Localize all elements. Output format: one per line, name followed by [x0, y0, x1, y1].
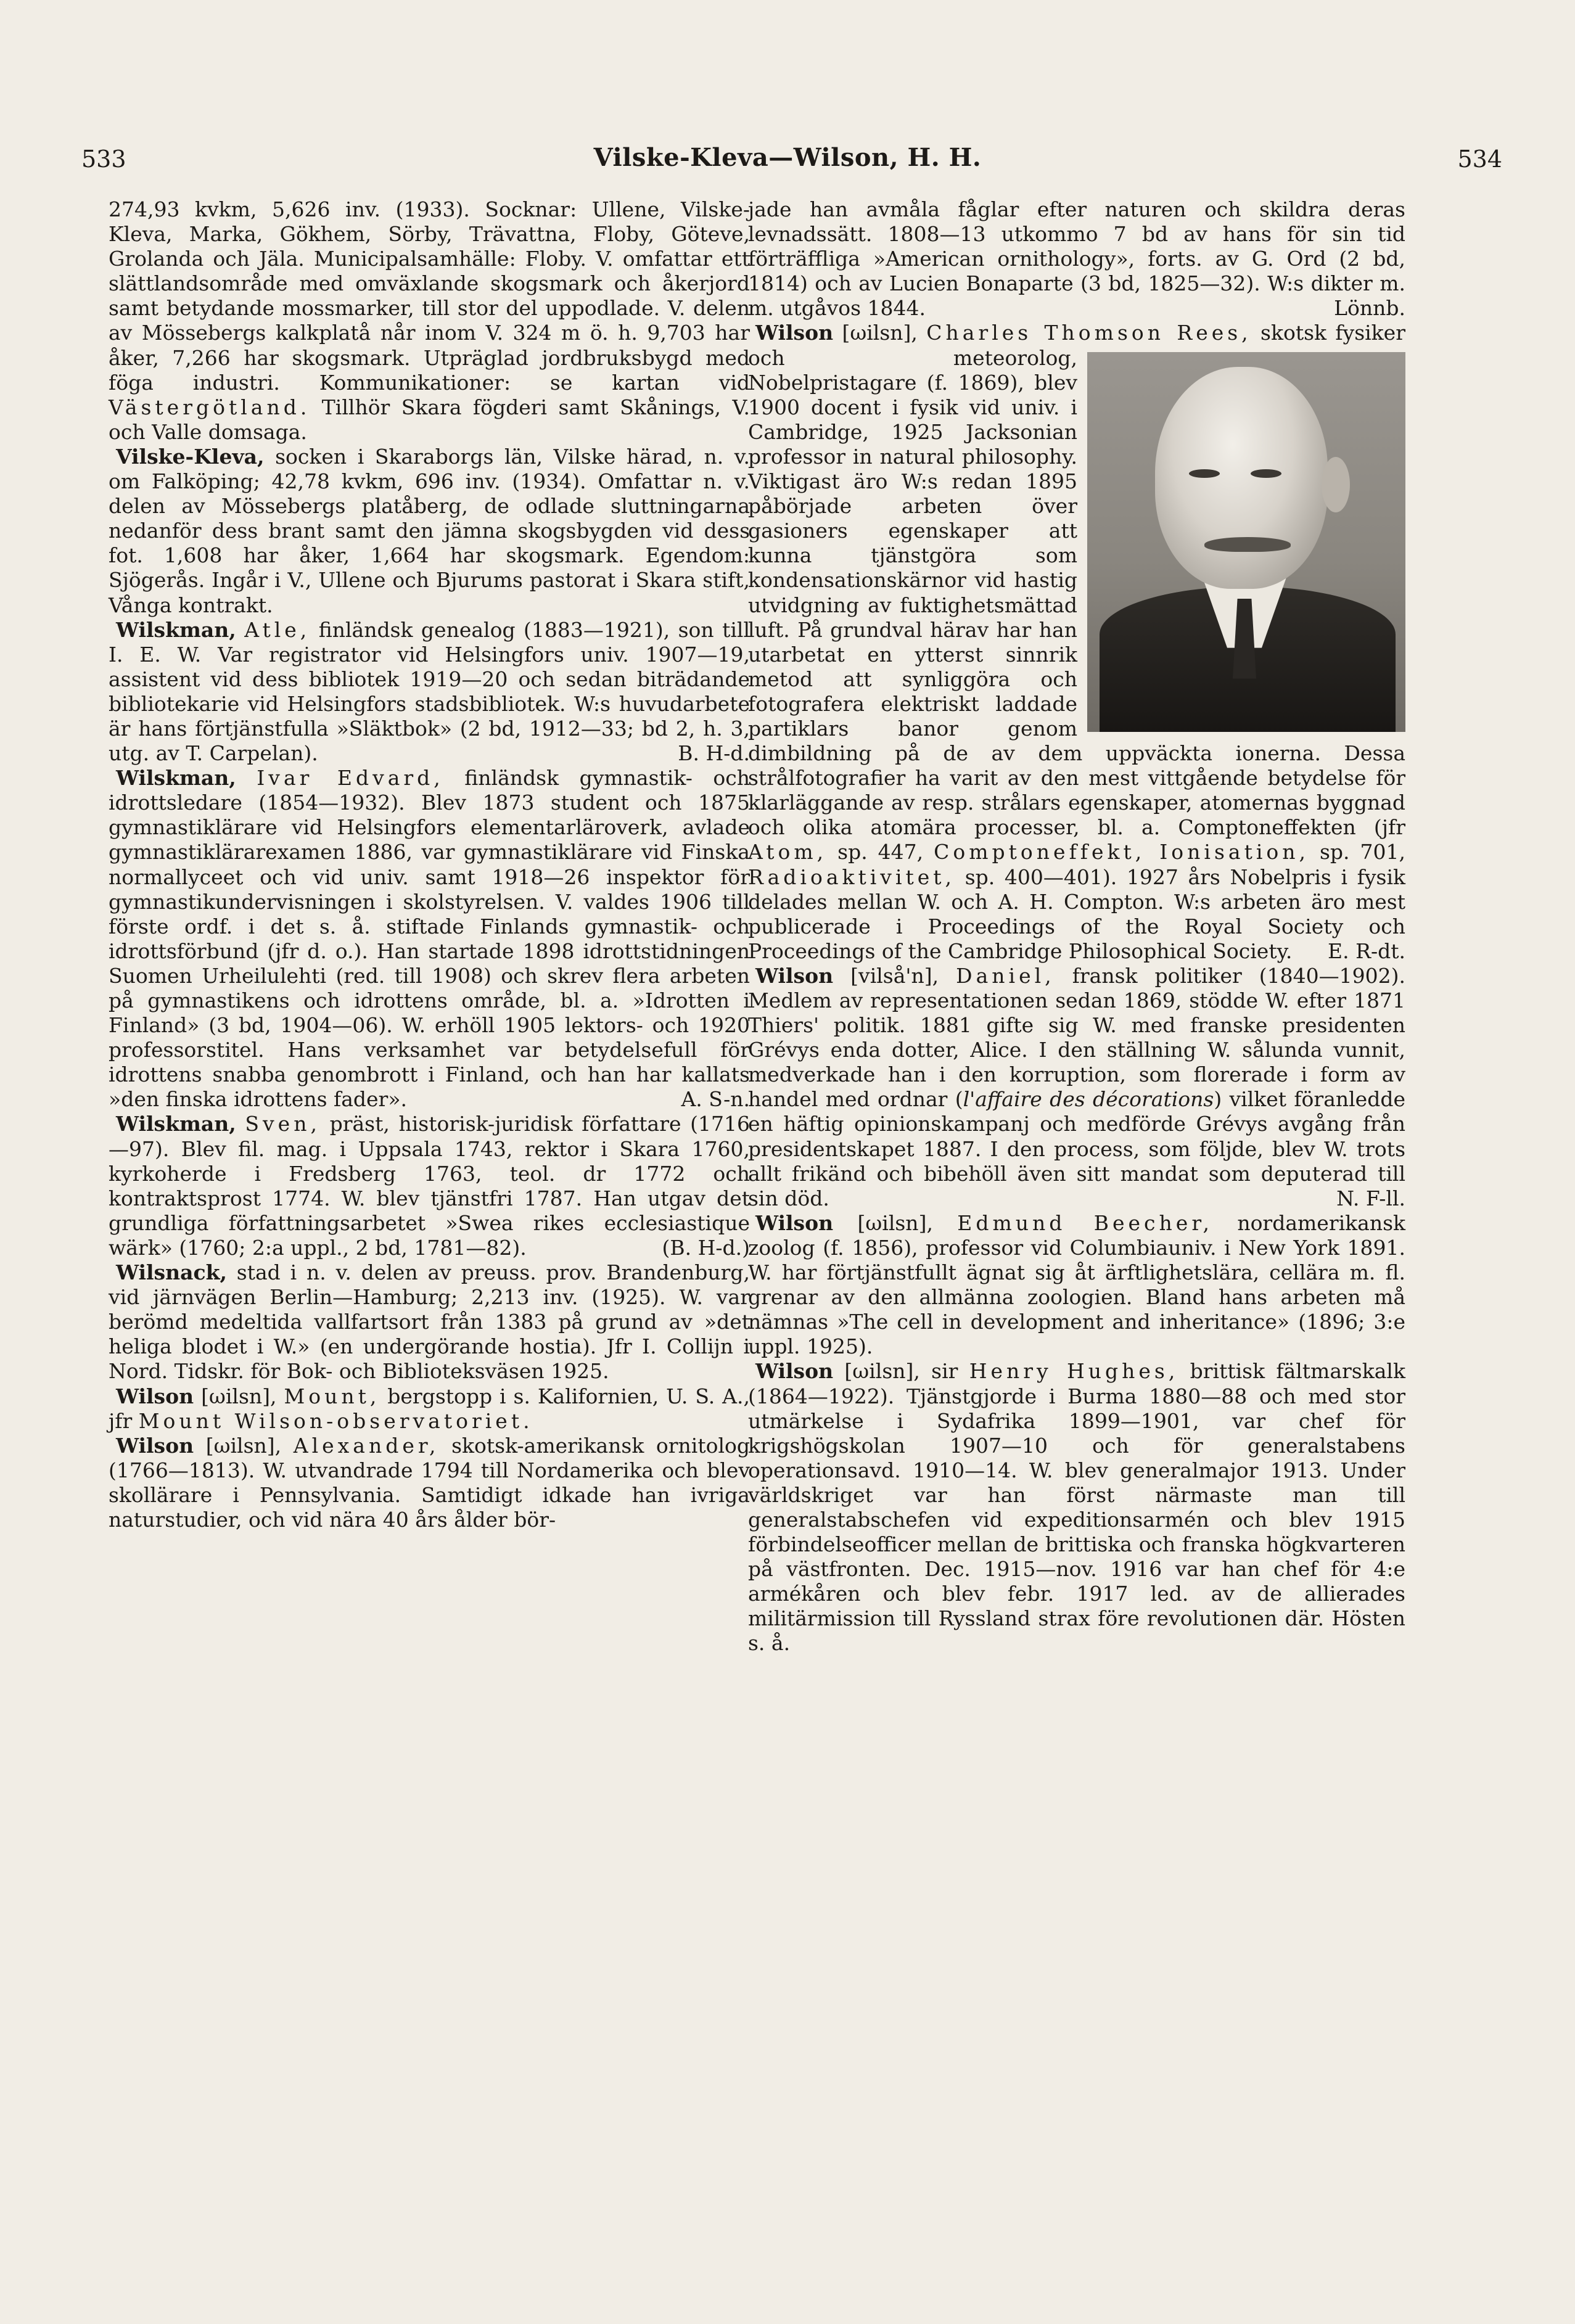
entry-wilson-charles: Wilson [ωilsn], Charles Thomson Rees, skotsk fysiker och meteorolog, Nobelpristagare (f. 1869), blev 1900 docent i fysik vid univ. i Cambridge, 1925 Jacksonian professor in natural philosophy. Viktigast äro W:s redan 1895 påbörjade arbeten över gasioners egenskaper att kunna tjänstgöra som kondensationskärnor vid hastig utvidgning av fuktighetsmättad luft. På grundval härav har han utarbetat en ytterst sinnrik metod att synliggöra och fotografera elektriskt laddade partiklars banor genom dimbildning på de av dem uppväckta ionerna. Dessa strålfotografier ha varit av den mest vittgående betydelse för klarläggande av resp. strålars egenskaper, atomernas byggnad och olika atomära processer, bl. a. Comptoneffekten (jfr Atom, sp. 447, Comptoneffekt, Ionisation, sp. 701, Radioaktivitet, sp. 400—401). 1927 års Nobelpris i fysik delades mellan W. och A. H. Compton. W:s arbeten äro mest publicerade i Proceedings of the Royal Society och Proceedings of the Cambridge Philosophical Society. E. R-dt.	[748, 321, 1405, 963]
entry-wilskman-ivar: Wilskman, Ivar Edvard, finländsk gymnastik- och idrottsledare (1854—1932). Blev 1873 student och 1875 gymnastiklärare vid Helsingfors elementarläroverk, avlade gymnastiklärarexamen 1886, var gymnastiklärare vid Finska normallyceet och vid univ. samt 1918—26 inspektor för gymnastikundervisningen i skolstyrelsen. V. valdes 1906 till förste ordf. i det s. å. stiftade Finlands gymnastik- och idrottsförbund (jfr d. o.). Han startade 1898 idrottstidningen Suomen Urheilulehti (red. till 1908) och skrev flera arbeten på gymnastikens och idrottens område, bl. a. »Idrotten i Finland» (3 bd, 1904—06). W. erhöll 1905 lektors- och 1920 professorstitel. Hans verksamhet var betydelsefull för idrottens snabba genombrott i Finland, och han har kallats »den finska idrottens fader». A. S-n.	[109, 766, 750, 1112]
running-header: Vilske-Kleva—Wilson, H. H.	[593, 143, 982, 172]
entry-wilsnack: Wilsnack, stad i n. v. delen av preuss. prov. Brandenburg, vid järnvägen Berlin—Hamburg; 2,213 inv. (1925). W. var berömd medeltida vallfartsort från 1383 på grund av »det heliga blodet i W.» (en undergörande hostia). Jfr I. Collijn i Nord. Tidskr. för Bok- och Biblioteksväsen 1925.	[109, 1260, 750, 1384]
entry-wilson-daniel: Wilson [vilså'n], Daniel, fransk politiker (1840—1902). Medlem av representationen sedan 1869, stödde W. efter 1871 Thiers' politik. 1881 gifte sig W. med franske presidenten Grévys enda dotter, Alice. I den ställning W. sålunda vunnit, medverkade han i den korruption, som florerade i form av handel med ordnar (l'affaire des décorations) vilket föranledde en häftig opinionskampanj och medförde Grévys avgång från presidentskapet 1887. I den process, som följde, blev W. trots allt frikänd och bibehöll även sitt mandat som deputerad till sin död. N. F-ll.	[748, 963, 1405, 1210]
left-column	[109, 197, 750, 1532]
entry-wilskman-sven: Wilskman, Sven, präst, historisk-juridisk författare (1716—97). Blev fil. mag. i Uppsala 1743, rektor i Skara 1760, kyrkoherde i Fredsberg 1763, teol. dr 1772 och kontraktsprost 1774. W. blev tjänstfri 1787. Han utgav det grundliga författningsarbetet »Swea rikes ecclesiastique wärk» (1760; 2:a uppl., 2 bd, 1781—82). (B. H-d.)	[109, 1112, 750, 1260]
page-number-right: 534	[1457, 146, 1502, 173]
continued-paragraph: jade han avmåla fåglar efter naturen och skildra deras levnadssätt. 1808—13 utkommo 7 bd av hans för sin tid förträffliga »American ornithology», forts. av G. Ord (2 bd, 1814) och av Lucien Bonaparte (3 bd, 1825—32). W:s dikter m. m. utgåvos 1844. Lönnb.	[748, 197, 1405, 321]
signature: B. H-d.	[678, 741, 750, 766]
signature: E. R-dt.	[1328, 938, 1405, 963]
entry-wilson-mount: Wilson [ωilsn], Mount, bergstopp i s. Kalifornien, U. S. A., jfr Mount Wilson-observatoriet.	[109, 1384, 750, 1433]
entry-wilskman-atle: Wilskman, Atle, finländsk genealog (1883—1921), son till I. E. W. Var registrator vid Helsingfors univ. 1907—19, assistent vid dess bibliotek 1919—20 och sedan biträdande bibliotekarie vid Helsingfors stadsbibliotek. W:s huvudarbete är hans förtjänstfulla »Släktbok» (2 bd, 1912—33; bd 2, h. 3, utg. av T. Carpelan). B. H-d.	[109, 617, 750, 766]
signature: N. F-ll.	[1336, 1186, 1405, 1210]
entry-wilson-edmund: Wilson [ωilsn], Edmund Beecher, nordamerikansk zoolog (f. 1856), professor vid Columbiauniv. i New York 1891. W. har förtjänstfullt ägnat sig åt ärftlighetslära, cellära m. fl. grenar av den allmänna zoologien. Bland hans arbeten må nämnas »The cell in development and inheritance» (1896; 3:e uppl. 1925).	[748, 1210, 1406, 1359]
signature: Lönnb.	[1334, 296, 1405, 321]
continued-paragraph: 274,93 kvkm, 5,626 inv. (1933). Socknar: Ullene, Vilske-Kleva, Marka, Gökhem, Sörby, Trävattna, Floby, Göteve, Grolanda och Jäla. Municipalsamhälle: Floby. V. omfattar ett slättlandsområde med omväxlande skogsmark och åkerjord samt betydande mossmarker, till stor del uppodlade. V. delen av Mössebergs kalkplatå når inom V. 324 m ö. h. 9,703 har åker, 7,266 har skogsmark. Utpräglad jordbruksbygd med föga industri. Kommunikationer: se kartan vid Västergötland. Tillhör Skara fögderi samt Skånings, V. och Valle domsaga.	[109, 197, 750, 444]
signature: A. S-n.	[681, 1087, 750, 1112]
portrait-photo	[1087, 352, 1405, 732]
entry-wilson-henry: Wilson [ωilsn], sir Henry Hughes, brittisk fältmarskalk (1864—1922). Tjänstgjorde i Burma 1880—88 och med stor utmärkelse i Sydafrika 1899—1901, var chef för krigshögskolan 1907—10 och för generalstabens operationsavd. 1910—14. W. blev generalmajor 1913. Under världskriget var han först närmaste man till generalstabschefen vid expeditionsarmén och blev 1915 förbindelseofficer mellan de brittiska och franska högkvarteren på västfronten. Dec. 1915—nov. 1916 var han chef för 4:e armékåren och blev febr. 1917 led. av de allierades militärmission till Ryssland strax före revolutionen där. Hösten s. å.	[748, 1359, 1405, 1656]
entry-wilson-alexander: Wilson [ωilsn], Alexander, skotsk-amerikansk ornitolog (1766—1813). W. utvandrade 1794 till Nordamerika och blev skollärare i Pennsylvania. Samtidigt idkade han ivriga naturstudier, och vid nära 40 års ålder bör-	[109, 1433, 750, 1532]
entry-vilske-kleva: Vilske-Kleva, socken i Skaraborgs län, Vilske härad, n. v. om Falköping; 42,78 kvkm, 696 inv. (1934). Omfattar n. v. delen av Mössebergs platåberg, de odlade sluttningarna nedanför dess brant samt den jämna skogsbygden vid dess fot. 1,608 har åker, 1,664 har skogsmark. Egendom: Sjögerås. Ingår i V., Ullene och Bjurums pastorat i Skara stift, Vånga kontrakt.	[109, 444, 750, 617]
signature: (B. H-d.)	[662, 1235, 750, 1260]
page-number-left: 533	[81, 146, 126, 173]
right-column	[748, 197, 1405, 1656]
